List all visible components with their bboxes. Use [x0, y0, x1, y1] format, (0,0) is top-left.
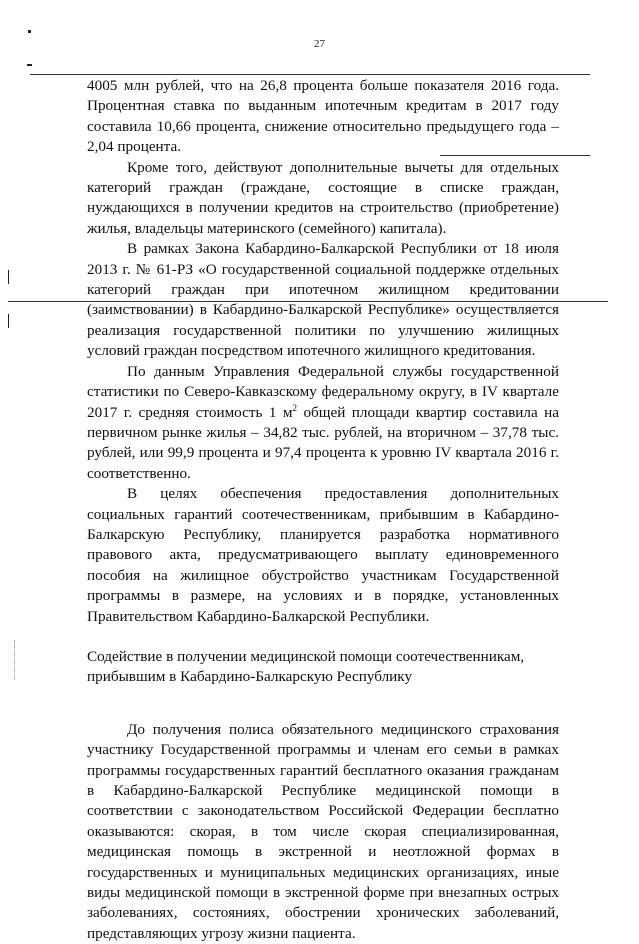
spacer: [87, 688, 559, 720]
paragraph-5: В целях обеспечения предоставления дополнительных социальных гарантий соотечественникам, прибывшим в Кабардино-Балкарскую Республику, планируется разработка нормативного правового акта, предусматривающего выплату единовременного пособия на жилищное обустройство участникам Государственной программы в размере, на условиях и в порядке, установленных Правительством Кабардино-Балкарской Республики.: [87, 485, 559, 625]
paragraph-4-part-1: По данным Управления Федеральной службы государственной статистики по Северо-Кавказскому федеральному округу, в IV квартале 2017 г. средняя стоимость 1 м: [87, 362, 559, 421]
body-text: [87, 76, 559, 944]
paragraph-3: В рамках Закона Кабардино-Балкарской Республики от 18 июля 2013 г. № 61-РЗ «О государственной социальной поддержке отдельных категорий граждан при ипотечном жилищном кредитовании (заимствовании) в Кабардино-Балкарской Республике» осуществляется реализация государственной политики по улучшению жилищных условий граждан посредством ипотечного жилищного кредитования.: [87, 240, 559, 360]
scan-rule-top: [30, 74, 590, 75]
section-heading-line-1: Содействие в получении медицинской помощи соотечественникам,: [87, 647, 525, 665]
scan-mark-left-2: [8, 314, 9, 328]
superscript-2: 2: [292, 402, 298, 413]
paragraph-1: 4005 млн рублей, что на 26,8 процента больше показателя 2016 года. Процентная ставка по выданным ипотечным кредитам в 2017 году составила 10,66 процента, снижение относительно предыдущего года – 2,04 процента.: [87, 77, 559, 156]
paragraph-4: [87, 362, 559, 484]
paragraph-2: Кроме того, действуют дополнительные вычеты для отдельных категорий граждан (граждане, состоящие в списке граждан, нуждающихся в получении кредитов на строительство (приобретение) жилья, владельцы материнского (семейного) капитала).: [87, 158, 559, 237]
scan-mark-arrow: [27, 64, 32, 66]
scan-mark-top: [28, 30, 31, 33]
paragraph-4-part-2: общей площади квартир составила на первичном рынке жилья – 34,82 тыс. рублей, на вторичном – 37,78 тыс. рублей, или 99,9 процента и 97,4 процента к уровню IV квартала 2016 г. соответственно.: [87, 403, 559, 482]
page-number: 27: [314, 38, 325, 50]
paragraph-6: До получения полиса обязательного медицинского страхования участнику Государственной программы и членам его семьи в рамках программы государственных гарантий бесплатного оказания гражданам в Кабардино-Балкарской Республике медицинской помощи в соответствии с законодательством Российской Федерации бесплатно оказываются: скорая, в том числе скорая специализированная, медицинская помощь в экстренной и неотложной формах в государственных и муниципальных медицинских организациях, иные виды медицинской помощи в экстренной форме при внезапных острых заболеваниях, состояниях, обострении хронических заболеваний, представляющих угрозу жизни пациента.: [87, 720, 559, 942]
scan-dots: [14, 640, 17, 680]
section-heading-line-2: прибывшим в Кабардино-Балкарскую Республику: [87, 668, 413, 686]
spacer: [87, 627, 559, 647]
scan-mark-left-1: [8, 270, 9, 284]
